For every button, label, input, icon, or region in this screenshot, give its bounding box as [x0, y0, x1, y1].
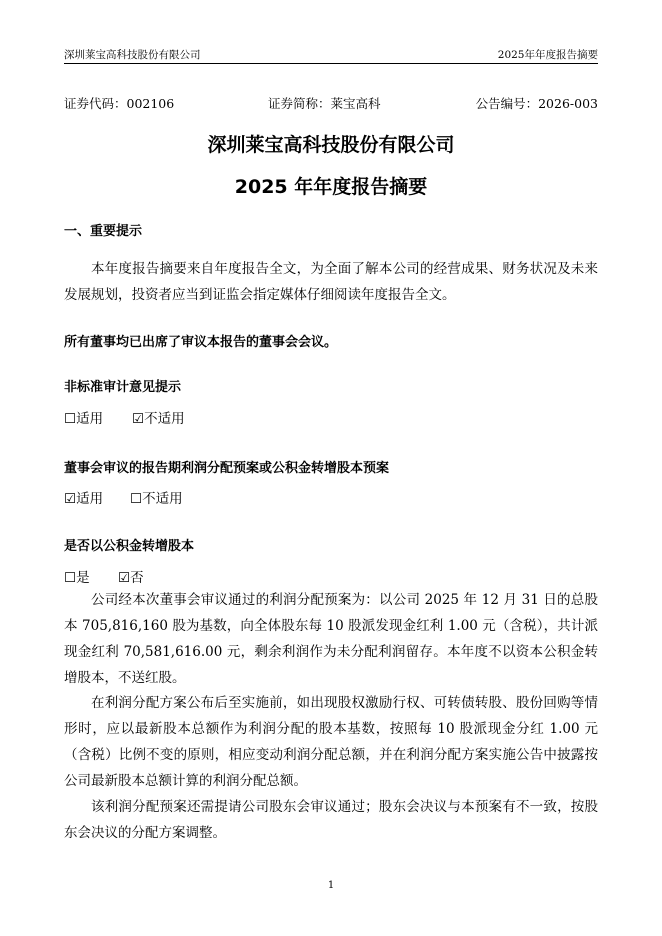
audit-opinion-heading: 非标准审计意见提示 — [64, 380, 182, 395]
intro-paragraph: 本年度报告摘要来自年度报告全文，为全面了解本公司的经营成果、财务状况及未来发展规划，投资者应当到证监会指定媒体仔细阅读年度报告全文。 — [64, 261, 598, 303]
section-heading-important-notice: 一、重要提示 — [64, 224, 143, 239]
report-title: 2025 年年度报告摘要 — [234, 176, 428, 198]
distribution-plan-paragraph: 公司经本次董事会审议通过的利润分配预案为：以公司 2025 年 12 月 31 日的总股本 705,816,160 股为基数，向全体股东每 10 股派发现金红利 1.00 元（含税），共计派现金红利 70,581,616.00 元，剩余利润作为未分配利润留存。本年度不以资本公积金转增股本，不送红股。 — [64, 592, 598, 686]
board-statement: 所有董事均已出席了审议本报告的董事会会议。 — [64, 335, 338, 350]
stock-code: 证券代码：002106 — [64, 96, 175, 111]
header-company: 深圳莱宝高科技股份有限公司 — [64, 49, 201, 61]
capital-reserve-option-no: ☑否 — [118, 570, 144, 586]
distribution-option-applicable: ☑适用 — [64, 491, 104, 507]
header-report-name: 2025年年度报告摘要 — [497, 49, 598, 61]
page-header — [64, 44, 598, 64]
company-title: 深圳莱宝高科技股份有限公司 — [207, 134, 455, 156]
page-number: 1 — [327, 880, 335, 891]
shareholder-approval-paragraph: 该利润分配预案还需提请公司股东会审议通过；股东会决议与本预案有不一致，按股东会决议的分配方案调整。 — [64, 799, 598, 841]
distribution-plan-heading: 董事会审议的报告期利润分配预案或公积金转增股本预案 — [64, 461, 390, 476]
capital-reserve-option-yes: ☐是 — [64, 570, 90, 586]
distribution-adjustment-paragraph: 在利润分配方案公布后至实施前，如出现股权激励行权、可转债转股、股份回购等情形时，应以最新股本总额作为利润分配的股本基数，按照每 10 股派现金分红 1.00 元（含税）比例不变的原则，相应变动利润分配总额，并在利润分配方案实施公告中披露按公司最新股本总额计算的利润分配总额。 — [64, 695, 598, 789]
audit-option-not-applicable: ☑不适用 — [132, 411, 185, 427]
notice-number: 公告编号：2026-003 — [475, 96, 598, 111]
distribution-option-not-applicable: ☐不适用 — [130, 491, 183, 507]
stock-abbreviation: 证券简称：莱宝高科 — [268, 96, 381, 111]
capital-reserve-heading: 是否以公积金转增股本 — [64, 539, 195, 554]
audit-option-applicable: ☐适用 — [64, 411, 104, 427]
